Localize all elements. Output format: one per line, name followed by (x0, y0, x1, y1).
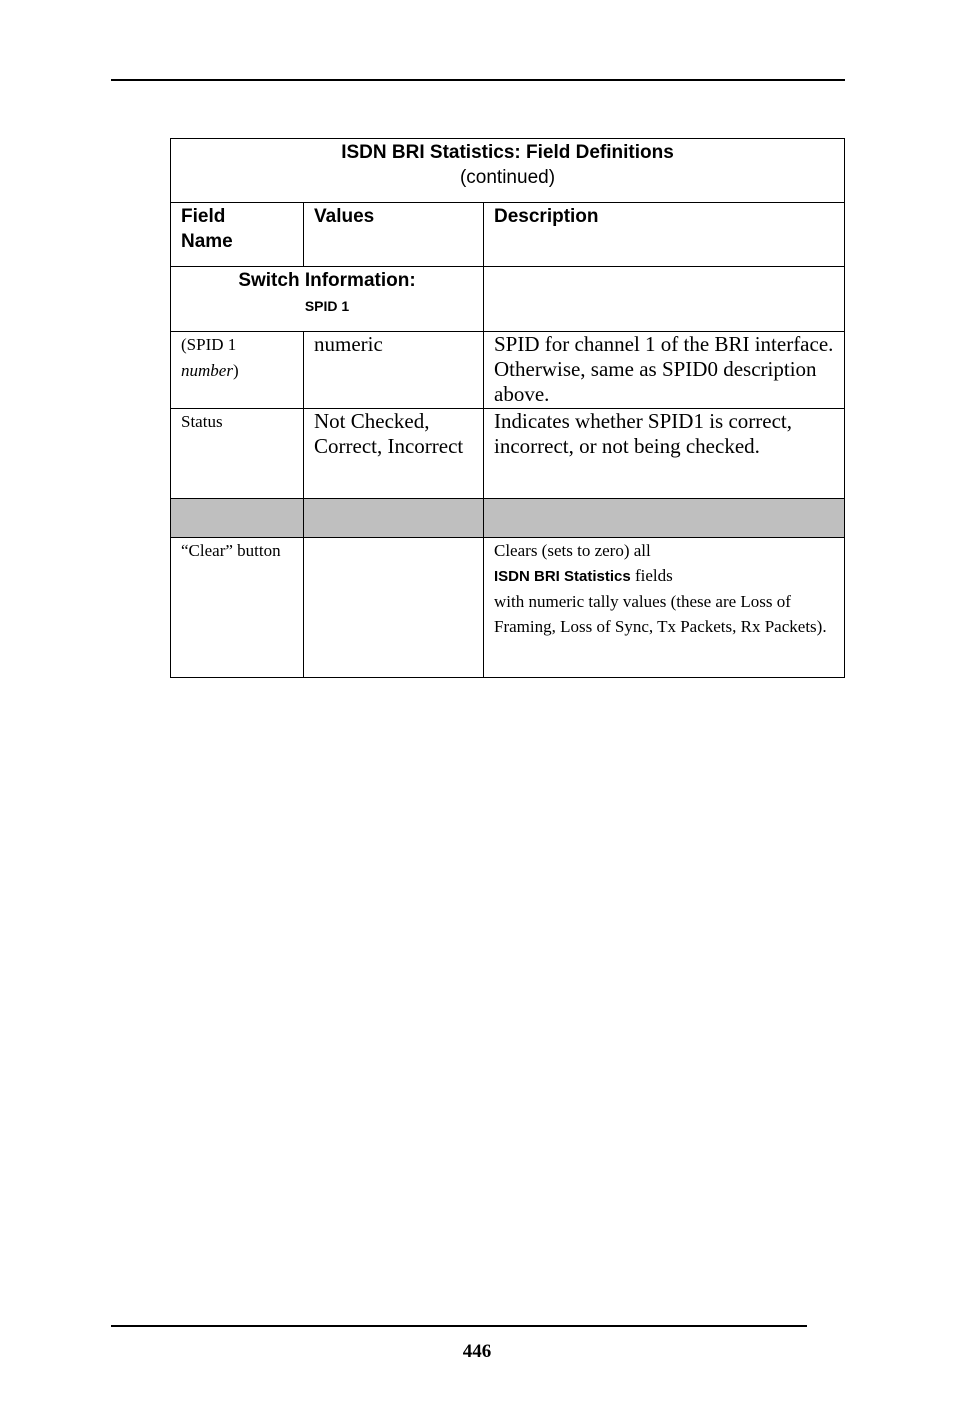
field-name-italic: number (181, 361, 233, 380)
section-empty-cell (484, 267, 845, 332)
header-description-label: Description (494, 206, 599, 227)
table-row (171, 409, 845, 499)
description-text: SPID for channel 1 of the BRI interface. Otherwise, same as SPID0 description above. (494, 332, 834, 406)
section-row (171, 267, 845, 332)
header-values (304, 203, 484, 267)
values-text: numeric (314, 332, 383, 356)
header-description (484, 203, 845, 267)
table-title: ISDN BRI Statistics: Field Definitions (341, 142, 674, 163)
header-field-name (171, 203, 304, 267)
field-name-prefix: (SPID 1 (181, 335, 237, 354)
header-field-name-label: Field Name (181, 206, 233, 252)
field-name-suffix: ) (232, 361, 239, 380)
description-rest: with numeric tally values (these are Loss of Framing, Loss of Sync, Tx Packets, Rx Packets). (494, 592, 827, 636)
table-row (171, 332, 845, 409)
description-cell (484, 409, 845, 499)
separator-cell (304, 499, 484, 538)
field-name-cell (171, 409, 304, 499)
description-bold-term: ISDN BRI Statistics (494, 568, 631, 585)
values-cell (304, 409, 484, 499)
section-title: Switch Information: (238, 270, 416, 291)
header-rule (111, 79, 845, 81)
section-subtitle: SPID 1 (304, 298, 350, 314)
field-definitions-table (170, 138, 845, 678)
values-text: Not Checked, Correct, Incorrect (314, 409, 464, 458)
separator-row (171, 499, 845, 538)
field-name-cell (171, 538, 304, 678)
description-cell (484, 538, 845, 678)
description-after-bold: fields (630, 566, 673, 585)
field-name-text: “Clear” button (181, 541, 281, 560)
header-values-label: Values (314, 206, 375, 227)
table-title-cell (171, 139, 845, 203)
table-row (171, 538, 845, 678)
values-cell (304, 538, 484, 678)
field-name-cell (171, 332, 304, 409)
values-cell (304, 332, 484, 409)
separator-cell (484, 499, 845, 538)
table-title-row (171, 139, 845, 203)
section-heading-cell (171, 267, 484, 332)
table-subtitle: (continued) (459, 167, 556, 188)
field-name-text: Status (181, 412, 223, 431)
page-number: 446 (462, 1341, 492, 1362)
footer-rule (111, 1325, 807, 1327)
separator-cell (171, 499, 304, 538)
description-cell (484, 332, 845, 409)
description-text: Indicates whether SPID1 is correct, incorrect, or not being checked. (494, 409, 792, 458)
table-header-row (171, 203, 845, 267)
description-line1: Clears (sets to zero) all (494, 541, 651, 560)
